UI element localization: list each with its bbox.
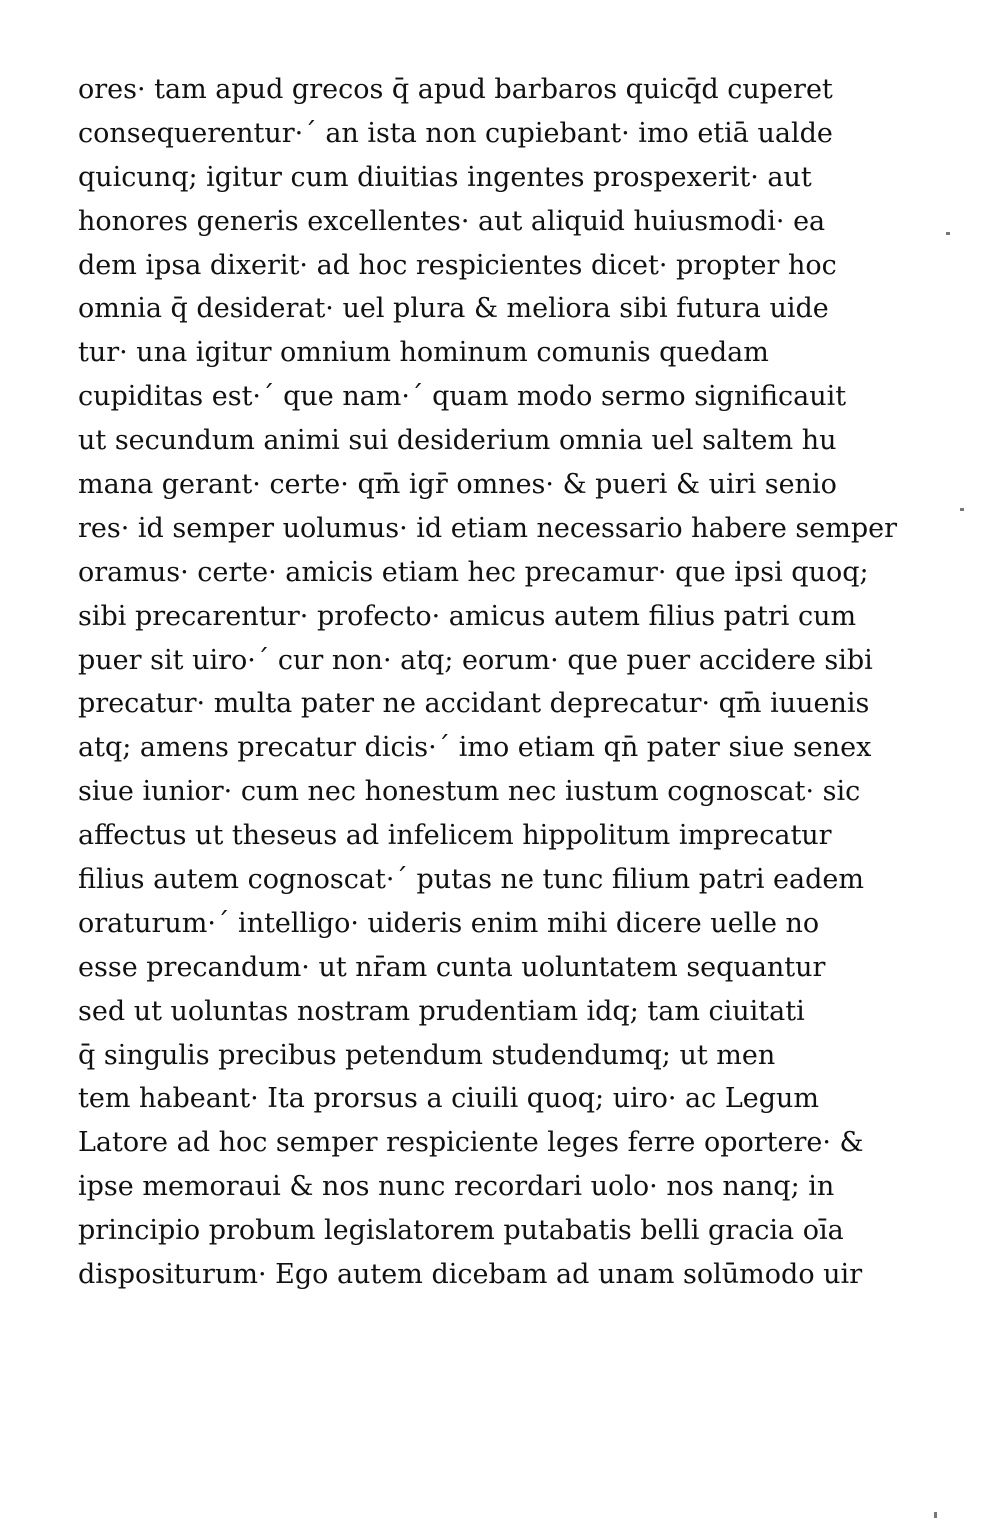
manuscript-line: filius autem cognoscat·´ putas ne tunc filium patri eadem — [78, 864, 864, 896]
manuscript-line: dispositurum· Ego autem dicebam ad unam solūmodo uir — [78, 1259, 863, 1291]
manuscript-line: sed ut uoluntas nostram prudentiam idq; tam ciuitati — [78, 995, 805, 1027]
margin-speck — [960, 508, 964, 511]
manuscript-line: principio probum legislatorem putabatis belli gracia oīa — [78, 1215, 844, 1247]
manuscript-line: ipse memoraui & nos nunc recordari uolo· nos nanq; in — [78, 1171, 835, 1203]
manuscript-line: ut secundum animi sui desiderium omnia uel saltem hu — [78, 425, 837, 457]
manuscript-line: ores· tam apud grecos q̄ apud barbaros quicq̄d cuperet — [78, 74, 833, 105]
manuscript-line: tem habeant· Ita prorsus a ciuili quoq; uiro· ac Legum — [78, 1083, 820, 1115]
manuscript-line: affectus ut theseus ad infelicem hippolitum imprecatur — [78, 820, 832, 852]
manuscript-line: res· id semper uolumus· id etiam necessario habere semper — [78, 512, 898, 544]
margin-speck — [934, 1512, 937, 1518]
manuscript-line: oraturum·´ intelligo· uideris enim mihi dicere uelle no — [78, 907, 820, 939]
manuscript-line: quicunq; igitur cum diuitias ingentes prospexerit· aut — [78, 161, 812, 193]
manuscript-text-block — [78, 68, 958, 1297]
manuscript-line: honores generis excellentes· aut aliquid huiusmodi· ea — [78, 205, 826, 237]
manuscript-line: precatur· multa pater ne accidant deprecatur· qm̄ iuuenis — [78, 688, 870, 720]
manuscript-line: dem ipsa dixerit· ad hoc respicientes dicet· propter hoc — [78, 249, 837, 281]
manuscript-line: omnia q̄ desiderat· uel plura & meliora sibi futura uide — [78, 293, 829, 325]
manuscript-line: siue iunior· cum nec honestum nec iustum cognoscat· sic — [78, 776, 861, 808]
manuscript-line: mana gerant· certe· qm̄ igr̄ omnes· & pueri & uiri senio — [78, 469, 837, 501]
manuscript-line: cupiditas est·´ que nam·´ quam modo sermo significauit — [78, 381, 847, 413]
manuscript-line: oramus· certe· amicis etiam hec precamur· que ipsi quoq; — [78, 556, 869, 588]
manuscript-line: sibi precarentur· profecto· amicus autem filius patri cum — [78, 600, 857, 632]
manuscript-line: puer sit uiro·´ cur non· atq; eorum· que puer accidere sibi — [78, 644, 873, 676]
margin-speck — [946, 232, 950, 235]
manuscript-line: consequerentur·´ an ista non cupiebant· imo etiā ualde — [78, 117, 833, 149]
manuscript-line: esse precandum· ut nr̄am cunta uoluntatem sequantur — [78, 951, 826, 983]
manuscript-line: q̄ singulis precibus petendum studendumq; ut men — [78, 1039, 776, 1071]
manuscript-line: Latore ad hoc semper respiciente leges ferre oportere· & — [78, 1127, 864, 1159]
manuscript-line: tur· una igitur omnium hominum comunis quedam — [78, 337, 769, 369]
manuscript-line: atq; amens precatur dicis·´ imo etiam qn̄ pater siue senex — [78, 732, 872, 764]
